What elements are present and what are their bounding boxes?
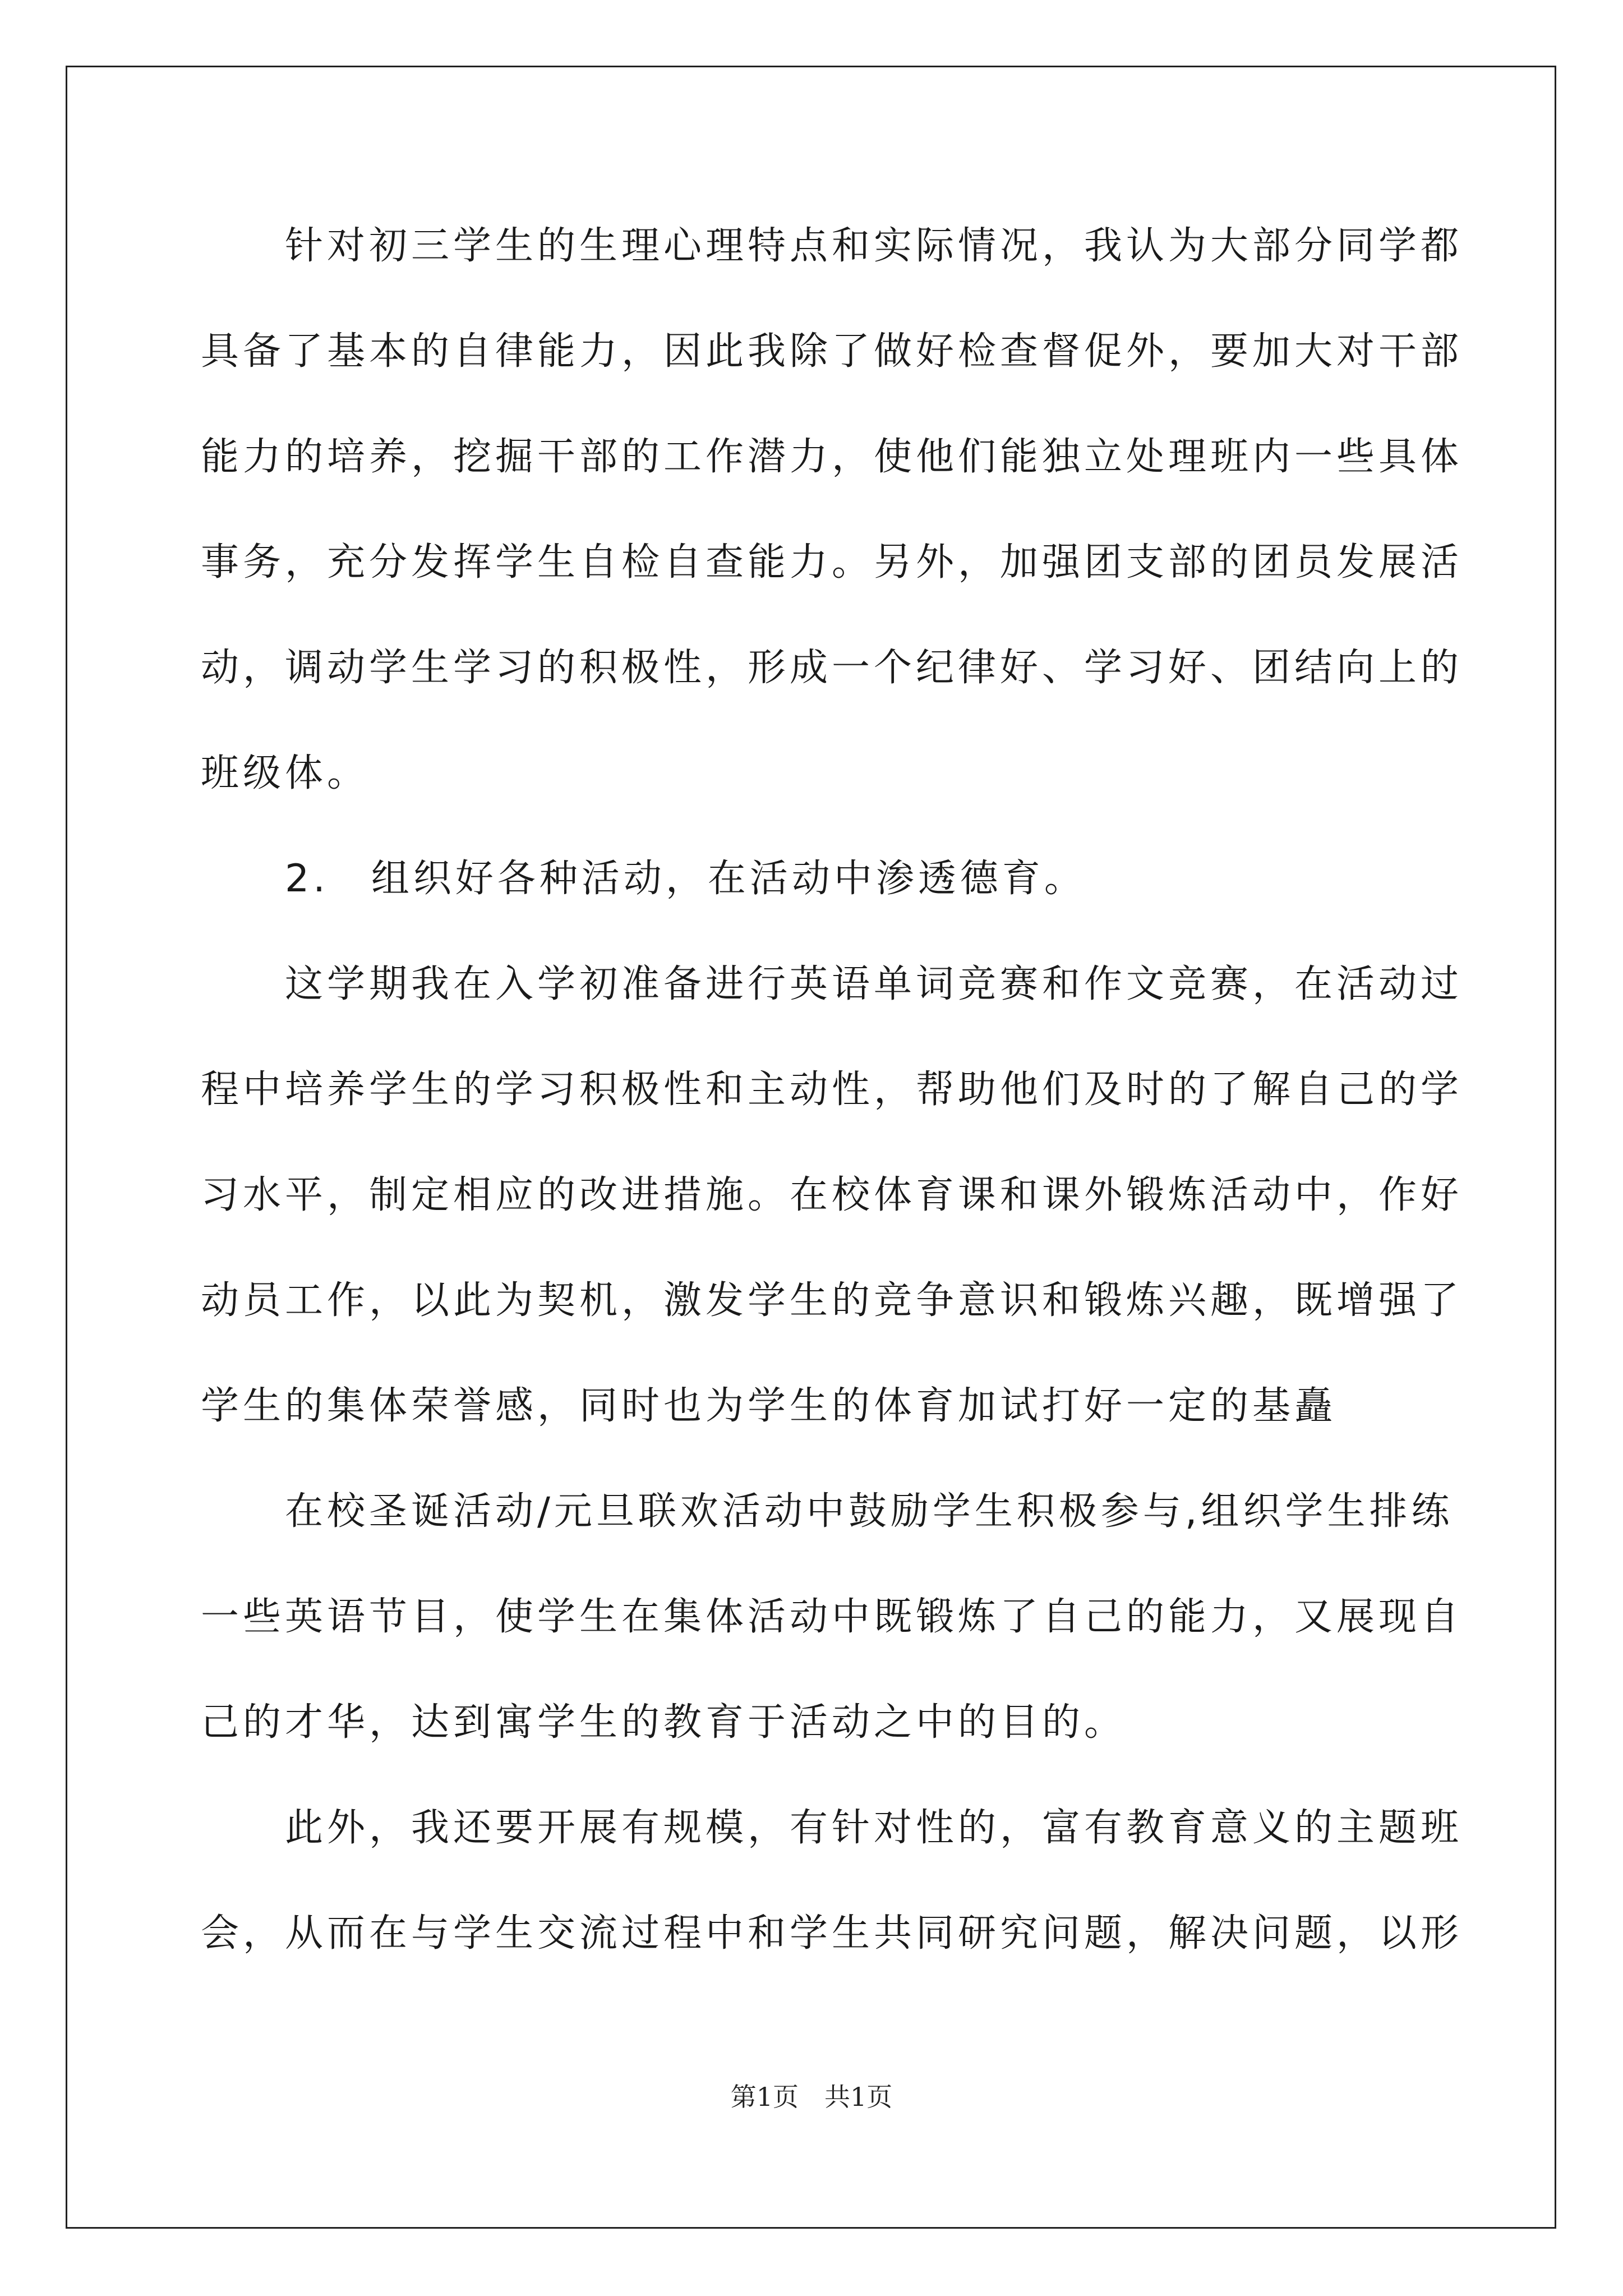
text-line: 程中培养学生的学习积极性和主动性，帮助他们及时的了解自己的学 [201,1068,1463,1112]
text-line: 动，调动学生学习的积极性，形成一个纪律好、学习好、团结向上的 [201,646,1463,690]
text-line: 会，从而在与学生交流过程中和学生共同研究问题，解决问题，以形 [201,1911,1463,1955]
text-line: 动员工作，以此为契机，激发学生的竞争意识和锻炼兴趣，既增强了 [201,1278,1463,1323]
text-line: 学生的集体荣誉感，同时也为学生的体育加试打好一定的基矗 [201,1384,1337,1428]
text-line: 班级体。 [201,751,370,795]
text-line: 一些英语节目，使学生在集体活动中既锻炼了自己的能力，又展现自 [201,1595,1463,1639]
text-line: 习水平，制定相应的改进措施。在校体育课和课外锻炼活动中，作好 [201,1173,1463,1217]
text-line: 针对初三学生的生理心理特点和实际情况，我认为大部分同学都 [201,224,1463,268]
text-line: 己的才华，达到寓学生的教育于活动之中的目的。 [201,1700,1127,1745]
page-number: 第1页 共1页 [730,2082,893,2112]
text-line: 这学期我在入学初准备进行英语单词竞赛和作文竞赛，在活动过 [201,962,1463,1006]
text-line: 此外，我还要开展有规模，有针对性的，富有教育意义的主题班 [201,1806,1463,1850]
text-line: 能力的培养，挖掘干部的工作潜力，使他们能独立处理班内一些具体 [201,435,1463,479]
document-body [201,222,1463,2014]
text-line: 具备了基本的自律能力，因此我除了做好检查督促外，要加大对干部 [201,329,1463,374]
text-line: 2. 组织好各种活动，在活动中渗透德育。 [201,857,1086,901]
text-line: 事务，充分发挥学生自检自查能力。另外，加强团支部的团员发展活 [201,540,1463,585]
text-line: 在校圣诞活动/元旦联欢活动中鼓励学生积极参与,组织学生排练 [201,1489,1454,1534]
